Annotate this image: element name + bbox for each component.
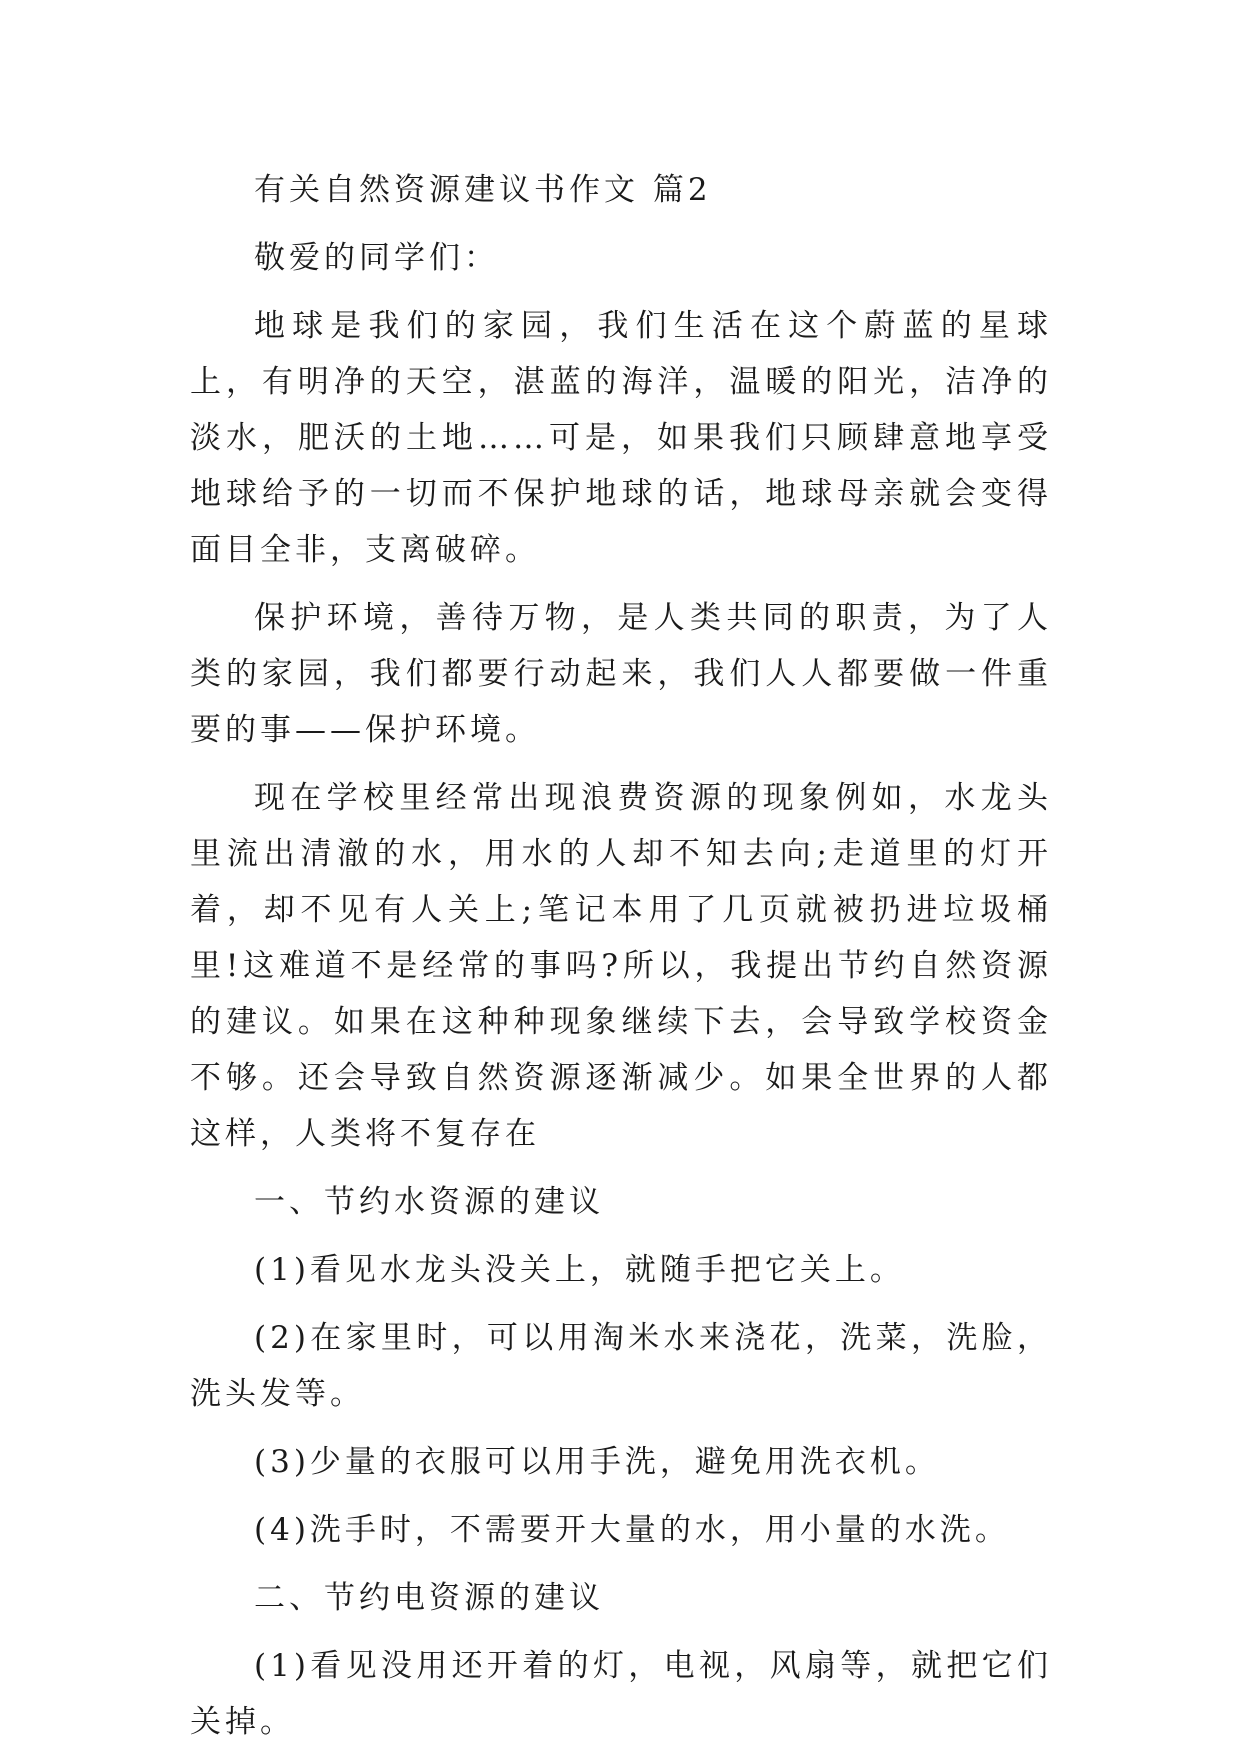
paragraph-earth-home: 地球是我们的家园，我们生活在这个蔚蓝的星球上，有明净的天空，湛蓝的海洋，温暖的阳光，洁净的淡水，肥沃的土地……可是，如果我们只顾肆意地享受地球给予的一切而不保护地球的话，地球母亲就会变得面目全非，支离破碎。 [190, 308, 1052, 568]
heading-electricity-suggestions: 二、节约电资源的建议 [254, 1580, 604, 1616]
water-item-1: (1)看见水龙头没关上，就随手把它关上。 [254, 1252, 905, 1288]
electricity-item-1: (1)看见没用还开着的灯，电视，风扇等，就把它们关掉。 [190, 1648, 1052, 1740]
heading-water-suggestions: 一、节约水资源的建议 [254, 1184, 604, 1220]
water-item-3: (3)少量的衣服可以用手洗，避免用洗衣机。 [254, 1444, 940, 1480]
document-body [190, 162, 1052, 1762]
salutation: 敬爱的同学们： [254, 240, 499, 276]
paragraph-protect-environment: 保护环境，善待万物，是人类共同的职责，为了人类的家园，我们都要行动起来，我们人人都要做一件重要的事——保护环境。 [190, 600, 1052, 748]
water-item-2: (2)在家里时，可以用淘米水来浇花，洗菜，洗脸，洗头发等。 [190, 1320, 1052, 1412]
water-item-4: (4)洗手时，不需要开大量的水，用小量的水洗。 [254, 1512, 1010, 1548]
document-title: 有关自然资源建议书作文 篇2 [254, 172, 712, 208]
paragraph-school-waste: 现在学校里经常出现浪费资源的现象例如，水龙头里流出清澈的水，用水的人却不知去向;走道里的灯开着，却不见有人关上;笔记本用了几页就被扔进垃圾桶里!这难道不是经常的事吗?所以，我提出节约自然资源的建议。如果在这种种现象继续下去，会导致学校资金不够。还会导致自然资源逐渐减少。如果全世界的人都这样，人类将不复存在 [190, 780, 1052, 1152]
